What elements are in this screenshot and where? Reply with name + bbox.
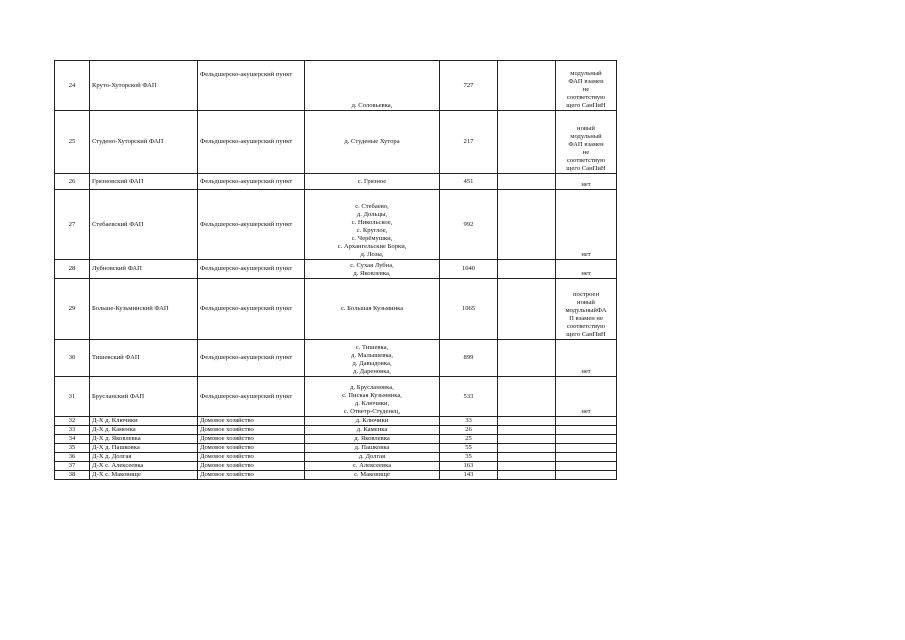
facility-type: Домовое хозяйство (198, 462, 305, 471)
note-line: ФАП взамен (568, 141, 604, 148)
row-number: 34 (55, 435, 90, 444)
facility-name: Тишевский ФАП (90, 340, 198, 377)
facility-name: Лубновский ФАП (90, 260, 198, 279)
settlement: д. Студеные Хутора (344, 138, 400, 145)
empty-cell (498, 340, 556, 377)
population-served: 727 (440, 61, 498, 111)
settlements-cell (305, 260, 440, 279)
settlement: с. Алексеевка (352, 462, 392, 469)
note-line: модульный (570, 70, 602, 77)
note-cell (556, 111, 617, 174)
empty-cell (498, 174, 556, 190)
population-served: 26 (440, 426, 498, 435)
table-row (55, 417, 617, 426)
row-number: 25 (55, 111, 90, 174)
note-line: щего СанПиН (566, 331, 606, 338)
settlement: с. Тишевка, (355, 344, 389, 351)
facility-type: Фельдшерско-акушерский пункт (198, 174, 305, 190)
settlement: с. Круглое, (356, 227, 388, 234)
row-number: 33 (55, 426, 90, 435)
note-line: не (582, 86, 590, 93)
note-cell (556, 279, 617, 340)
facility-type: Фельдшерско-акушерский пункт (198, 340, 305, 377)
settlements-cell (305, 417, 440, 426)
table-body (55, 61, 617, 480)
table-row (55, 174, 617, 190)
note-cell (556, 340, 617, 377)
settlement: с. Черёмушки, (351, 235, 393, 242)
population-served: 899 (440, 340, 498, 377)
settlement: д. Яковлевка (354, 435, 390, 442)
facility-type: Домовое хозяйство (198, 426, 305, 435)
note-line: новый (577, 125, 595, 132)
population-served: 217 (440, 111, 498, 174)
note-line: нет (581, 408, 591, 415)
note-line: нет (581, 181, 591, 188)
note-line: нет (581, 270, 591, 277)
row-number: 32 (55, 417, 90, 426)
facility-name: Студено-Хуторский ФАП (90, 111, 198, 174)
empty-cell (498, 453, 556, 462)
empty-cell (498, 426, 556, 435)
population-served: 992 (440, 190, 498, 260)
row-number: 35 (55, 444, 90, 453)
facility-type: Домовое хозяйство (198, 417, 305, 426)
facility-name: Стебаевский ФАП (90, 190, 198, 260)
settlement: д. Бруслановка, (350, 384, 394, 391)
facility-name: Д-Х д. Яковлевка (90, 435, 198, 444)
row-number: 26 (55, 174, 90, 190)
note-line: нет (581, 368, 591, 375)
empty-cell (498, 190, 556, 260)
facility-name: Д-Х с. Алексеевка (90, 462, 198, 471)
empty-cell (498, 260, 556, 279)
note-cell (556, 462, 617, 471)
note-cell (556, 417, 617, 426)
note-cell (556, 190, 617, 260)
table-row (55, 377, 617, 417)
facility-type: Домовое хозяйство (198, 444, 305, 453)
table-row (55, 426, 617, 435)
empty-cell (498, 462, 556, 471)
settlements-cell (305, 190, 440, 260)
settlements-cell (305, 61, 440, 111)
settlement: с. Большая Кузьминка (340, 305, 404, 312)
note-line: соответствую (566, 94, 606, 101)
note-cell (556, 377, 617, 417)
settlement: д. Лозы, (360, 251, 384, 258)
empty-cell (498, 377, 556, 417)
document-sheet (54, 60, 617, 480)
note-line: не (582, 149, 590, 156)
facility-type: Фельдшерско-акушерский пункт (198, 111, 305, 174)
settlement: д. Яковлевка, (353, 270, 391, 277)
note-line: модульный (570, 133, 602, 140)
facility-type: Домовое хозяйство (198, 453, 305, 462)
medical-points-table (54, 60, 617, 480)
note-line: щего СанПиН (566, 102, 606, 109)
population-served: 35 (440, 453, 498, 462)
empty-cell (498, 471, 556, 480)
table-row (55, 444, 617, 453)
note-line: новый (577, 299, 595, 306)
note-line: ФАП взамен (568, 78, 604, 85)
table-row (55, 462, 617, 471)
settlements-cell (305, 340, 440, 377)
note-cell (556, 260, 617, 279)
row-number: 29 (55, 279, 90, 340)
table-row (55, 279, 617, 340)
facility-name: Д-Х с. Маковище (90, 471, 198, 480)
settlements-cell (305, 174, 440, 190)
facility-type: Фельдшерско-акушерский пункт (198, 190, 305, 260)
settlement: д. Давыдовка, (352, 360, 392, 367)
facility-name: Брусланский ФАП (90, 377, 198, 417)
settlements-cell (305, 435, 440, 444)
note-line: модульныйФА (565, 307, 607, 314)
settlement: с. Грязное (357, 177, 387, 185)
note-cell (556, 435, 617, 444)
table-row (55, 471, 617, 480)
empty-cell (498, 435, 556, 444)
facility-name: Д-Х д. Пашковка (90, 444, 198, 453)
population-served: 55 (440, 444, 498, 453)
facility-name: Д-Х д. Каменка (90, 426, 198, 435)
note-cell (556, 174, 617, 190)
empty-cell (498, 111, 556, 174)
settlements-cell (305, 426, 440, 435)
settlement: д. Пашковка (354, 444, 390, 451)
population-served: 163 (440, 462, 498, 471)
facility-name: Круто-Хуторской ФАП (90, 61, 198, 111)
facility-name: Д-Х д. Долгая (90, 453, 198, 462)
settlement: с. Маковище (354, 471, 390, 478)
settlement: с. Ответр-Студенец, (343, 408, 401, 415)
empty-cell (498, 444, 556, 453)
facility-type: Фельдшерско-акушерский пункт (198, 279, 305, 340)
table-row (55, 453, 617, 462)
row-number: 24 (55, 61, 90, 111)
note-line: соответствую (566, 157, 606, 164)
row-number: 28 (55, 260, 90, 279)
facility-type: Фельдшерско-акушерский пункт (198, 260, 305, 279)
facility-type: Фельдшерско-акушерский пункт (198, 61, 305, 111)
population-served: 533 (440, 377, 498, 417)
row-number: 37 (55, 462, 90, 471)
settlements-cell (305, 279, 440, 340)
note-cell (556, 426, 617, 435)
row-number: 38 (55, 471, 90, 480)
row-number: 27 (55, 190, 90, 260)
empty-cell (498, 417, 556, 426)
note-cell (556, 453, 617, 462)
settlement: д. Долгая (358, 453, 386, 460)
facility-name: Больше-Кузьминский ФАП (90, 279, 198, 340)
population-served: 1040 (440, 260, 498, 279)
table-row (55, 61, 617, 111)
settlement: с. Пиская Кузьминка, (342, 392, 402, 399)
settlement: д. Дареновка, (353, 368, 391, 375)
facility-type: Домовое хозяйство (198, 471, 305, 480)
row-number: 31 (55, 377, 90, 417)
facility-type: Домовое хозяйство (198, 435, 305, 444)
table-row (55, 111, 617, 174)
population-served: 33 (440, 417, 498, 426)
settlements-cell (305, 453, 440, 462)
settlements-cell (305, 471, 440, 480)
row-number: 30 (55, 340, 90, 377)
settlements-cell (305, 111, 440, 174)
settlement: с. Архангельские Борки, (337, 243, 407, 250)
note-cell (556, 61, 617, 111)
table-row (55, 340, 617, 377)
settlements-cell (305, 462, 440, 471)
population-served: 25 (440, 435, 498, 444)
settlement: д. Малышевка, (350, 352, 394, 359)
settlement: д. Ключики, (354, 400, 390, 407)
empty-cell (498, 279, 556, 340)
settlement: д. Каменка (356, 426, 388, 433)
settlement: с. Никольское, (351, 219, 393, 226)
settlement: д. Ключики (355, 417, 389, 424)
note-line: нет (581, 251, 591, 258)
note-line: щего СанПиН (566, 165, 606, 172)
table-row (55, 260, 617, 279)
row-number: 36 (55, 453, 90, 462)
settlements-cell (305, 377, 440, 417)
population-served: 1065 (440, 279, 498, 340)
table-row (55, 190, 617, 260)
settlement: с. Сухая Лубна, (350, 262, 394, 269)
settlement: д. Дольцы, (356, 211, 388, 218)
note-line: П взамен не (569, 315, 603, 322)
note-line: соответствую (566, 323, 606, 330)
empty-cell (498, 61, 556, 111)
note-line: построен (572, 291, 599, 298)
facility-type: Фельдшерско-акушерский пункт (198, 377, 305, 417)
facility-name: Грязновский ФАП (90, 174, 198, 190)
facility-name: Д-Х д. Ключики (90, 417, 198, 426)
note-cell (556, 444, 617, 453)
table-row (55, 435, 617, 444)
settlement: с. Стебаево, (355, 203, 389, 210)
settlements-cell (305, 444, 440, 453)
settlement: д. Соловьевка, (351, 102, 393, 109)
population-served: 143 (440, 471, 498, 480)
note-cell (556, 471, 617, 480)
population-served: 451 (440, 174, 498, 190)
